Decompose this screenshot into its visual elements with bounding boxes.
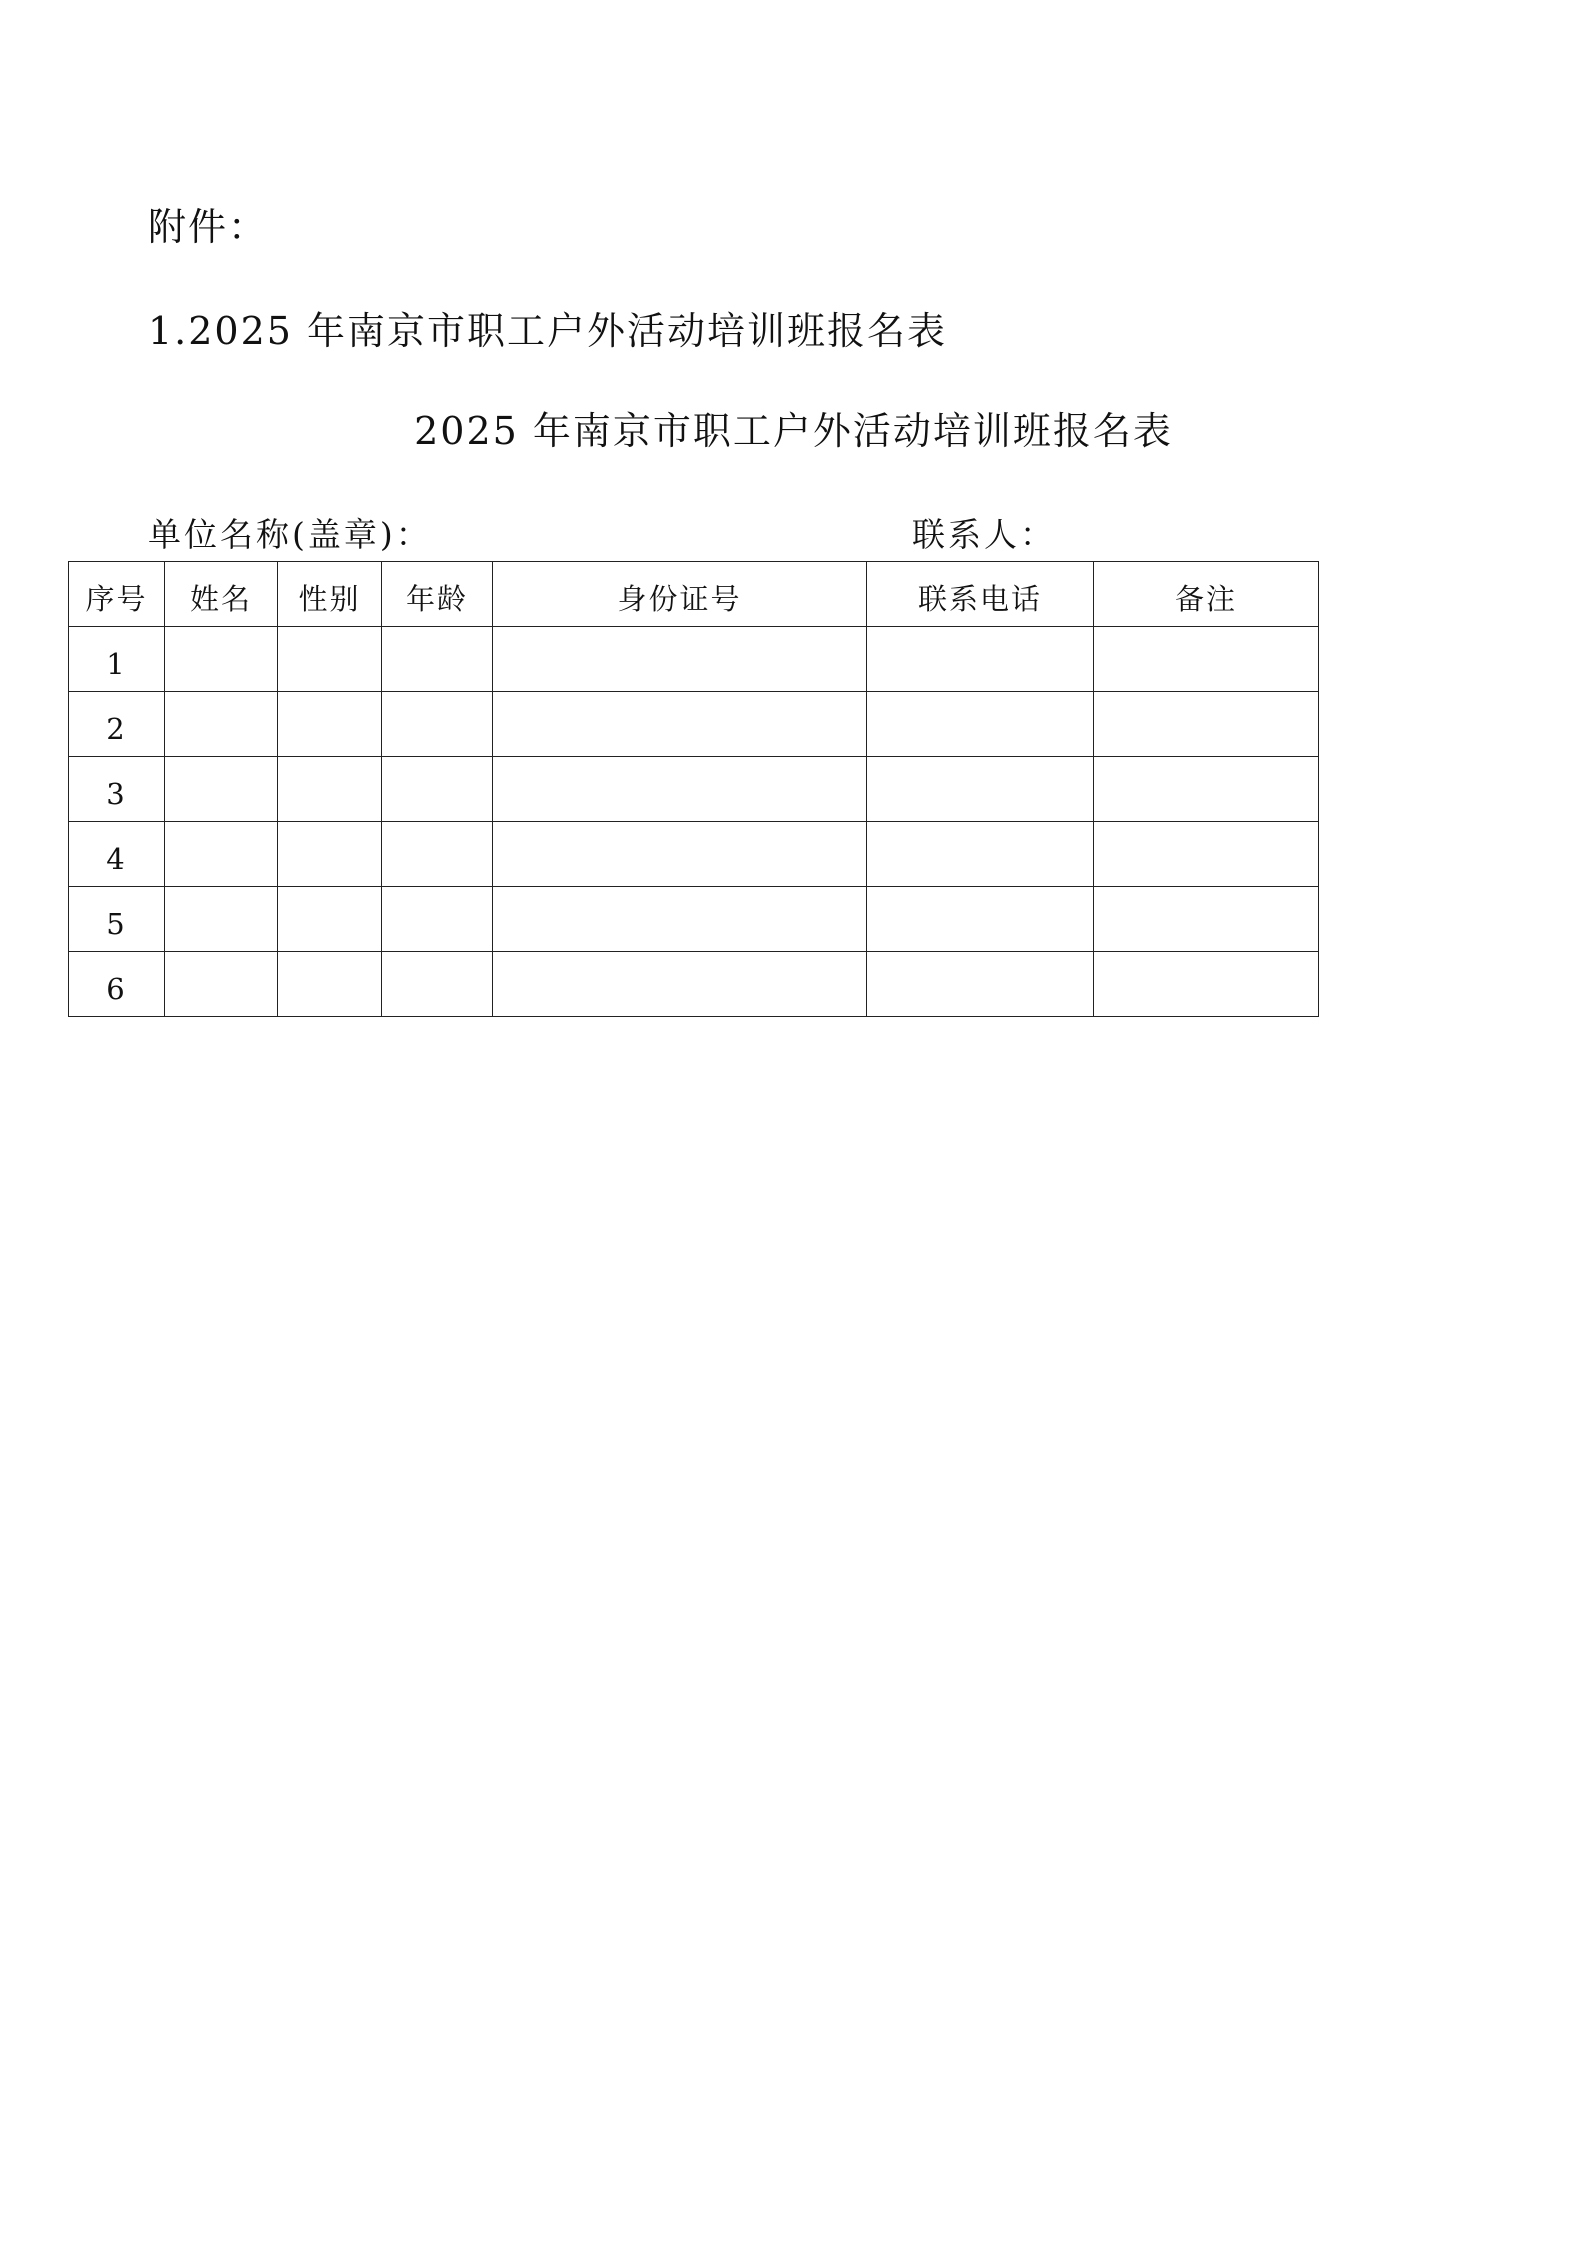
remarks-cell[interactable] <box>1094 757 1319 822</box>
name-cell[interactable] <box>165 692 278 757</box>
header-age: 年龄 <box>382 562 493 627</box>
name-cell[interactable] <box>165 952 278 1017</box>
row-seq: 2 <box>69 692 165 757</box>
name-cell[interactable] <box>165 822 278 887</box>
remarks-cell[interactable] <box>1094 627 1319 692</box>
gender-cell[interactable] <box>278 887 382 952</box>
document-title: 2025 年南京市职工户外活动培训班报名表 <box>414 409 1173 453</box>
age-cell[interactable] <box>382 692 493 757</box>
phone-cell[interactable] <box>867 887 1094 952</box>
age-cell[interactable] <box>382 757 493 822</box>
contact-person-label: 联系人： <box>912 515 1056 554</box>
id-number-cell[interactable] <box>493 887 867 952</box>
attachment-label: 附件： <box>148 205 269 249</box>
remarks-cell[interactable] <box>1094 822 1319 887</box>
age-cell[interactable] <box>382 952 493 1017</box>
row-seq: 6 <box>69 952 165 1017</box>
phone-cell[interactable] <box>867 757 1094 822</box>
name-cell[interactable] <box>165 627 278 692</box>
id-number-cell[interactable] <box>493 627 867 692</box>
table-row <box>69 952 1319 1017</box>
attachment-item: 1.2025 年南京市职工户外活动培训班报名表 <box>148 309 948 353</box>
header-seq: 序号 <box>69 562 165 627</box>
gender-cell[interactable] <box>278 692 382 757</box>
header-gender: 性别 <box>278 562 382 627</box>
gender-cell[interactable] <box>278 627 382 692</box>
id-number-cell[interactable] <box>493 822 867 887</box>
remarks-cell[interactable] <box>1094 887 1319 952</box>
header-id-number: 身份证号 <box>493 562 867 627</box>
id-number-cell[interactable] <box>493 952 867 1017</box>
remarks-cell[interactable] <box>1094 952 1319 1017</box>
table-row <box>69 627 1319 692</box>
phone-cell[interactable] <box>867 627 1094 692</box>
registration-table <box>68 561 1319 1017</box>
id-number-cell[interactable] <box>493 692 867 757</box>
table-header-row <box>69 562 1319 627</box>
header-remarks: 备注 <box>1094 562 1319 627</box>
age-cell[interactable] <box>382 887 493 952</box>
header-name: 姓名 <box>165 562 278 627</box>
table-row <box>69 887 1319 952</box>
gender-cell[interactable] <box>278 952 382 1017</box>
row-seq: 1 <box>69 627 165 692</box>
phone-cell[interactable] <box>867 952 1094 1017</box>
gender-cell[interactable] <box>278 757 382 822</box>
phone-cell[interactable] <box>867 822 1094 887</box>
id-number-cell[interactable] <box>493 757 867 822</box>
age-cell[interactable] <box>382 627 493 692</box>
row-seq: 5 <box>69 887 165 952</box>
row-seq: 4 <box>69 822 165 887</box>
row-seq: 3 <box>69 757 165 822</box>
gender-cell[interactable] <box>278 822 382 887</box>
remarks-cell[interactable] <box>1094 692 1319 757</box>
unit-name-label: 单位名称(盖章)： <box>148 515 432 554</box>
name-cell[interactable] <box>165 887 278 952</box>
age-cell[interactable] <box>382 822 493 887</box>
header-phone: 联系电话 <box>867 562 1094 627</box>
phone-cell[interactable] <box>867 692 1094 757</box>
table-row <box>69 692 1319 757</box>
table-row <box>69 757 1319 822</box>
table-row <box>69 822 1319 887</box>
name-cell[interactable] <box>165 757 278 822</box>
